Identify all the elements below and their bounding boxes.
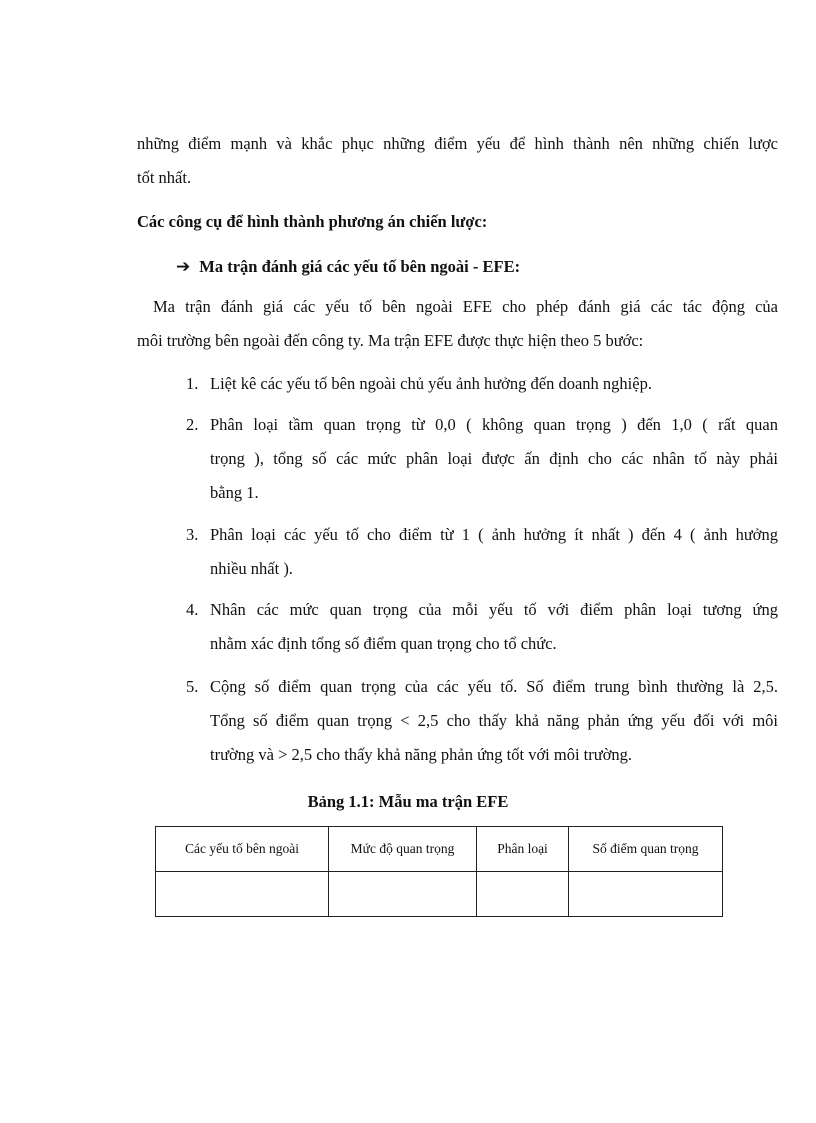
paragraph-line: môi trường bên ngoài đến công ty. Ma trận EFE được thực hiện theo 5 bước: xyxy=(137,331,644,350)
list-item-number: 4. xyxy=(186,600,199,619)
paragraph-line: Ma trận đánh giá các yếu tố bên ngoài EFE cho phép đánh giá các tác động của xyxy=(153,297,778,316)
list-item-line: nhiều nhất ). xyxy=(210,559,293,578)
table-header-row xyxy=(156,827,723,872)
table-cell xyxy=(329,872,477,917)
table-row xyxy=(156,872,723,917)
table-cell xyxy=(477,872,569,917)
table-cell xyxy=(569,872,723,917)
list-item-line: Phân loại các yếu tố cho điểm từ 1 ( ảnh hưởng ít nhất ) đến 4 ( ảnh hưởng xyxy=(210,525,778,544)
list-item xyxy=(186,367,778,401)
list-item-line: trọng ), tổng số các mức phân loại được ấn định cho các nhân tố này phải xyxy=(210,449,778,468)
list-item-number: 5. xyxy=(186,677,199,696)
list-item-line: Phân loại tầm quan trọng từ 0,0 ( không quan trọng ) đến 1,0 ( rất quan xyxy=(210,415,778,434)
list-item xyxy=(186,518,778,586)
list-item-line: Tổng số điểm quan trọng < 2,5 cho thấy khả năng phản ứng yếu đối với môi xyxy=(210,711,778,730)
list-item-number: 3. xyxy=(186,525,199,544)
list-item-line: trường và > 2,5 cho thấy khả năng phản ứng tốt với môi trường. xyxy=(210,745,633,764)
intro-paragraph xyxy=(137,127,778,195)
efe-subheading-text: Ma trận đánh giá các yếu tố bên ngoài - EFE: xyxy=(199,257,521,276)
list-item-line: Nhân các mức quan trọng của mỗi yếu tố với điểm phân loại tương ứng xyxy=(210,600,778,619)
efe-subheading xyxy=(176,250,520,284)
list-item-number: 2. xyxy=(186,415,199,434)
list-item xyxy=(186,670,778,772)
table-header-cell: Phân loại xyxy=(477,827,569,872)
right-arrow-icon: ➔ xyxy=(176,257,191,277)
list-item-line: Cộng số điểm quan trọng của các yếu tố. Số điểm trung bình thường là 2,5. xyxy=(210,677,778,696)
list-item-line: nhằm xác định tổng số điểm quan trọng cho tổ chức. xyxy=(210,634,557,653)
intro-line: những điểm mạnh và khắc phục những điểm yếu để hình thành nên những chiến lược xyxy=(137,134,778,153)
efe-matrix-table xyxy=(155,826,723,917)
efe-description-paragraph xyxy=(137,290,778,358)
table-cell xyxy=(156,872,329,917)
list-item-line: bằng 1. xyxy=(210,483,259,502)
list-item-number: 1. xyxy=(186,374,199,393)
intro-line: tốt nhất. xyxy=(137,168,192,187)
list-item-line: Liệt kê các yếu tố bên ngoài chủ yếu ảnh hưởng đến doanh nghiệp. xyxy=(210,374,652,393)
section-heading: Các công cụ để hình thành phương án chiến lược: xyxy=(137,212,488,231)
table-header-cell: Các yếu tố bên ngoài xyxy=(156,827,329,872)
table-caption: Bảng 1.1: Mẫu ma trận EFE xyxy=(307,792,509,811)
list-item xyxy=(186,593,778,661)
table-header-cell: Mức độ quan trọng xyxy=(329,827,477,872)
list-item xyxy=(186,408,778,510)
table-header-cell: Số điểm quan trọng xyxy=(569,827,723,872)
